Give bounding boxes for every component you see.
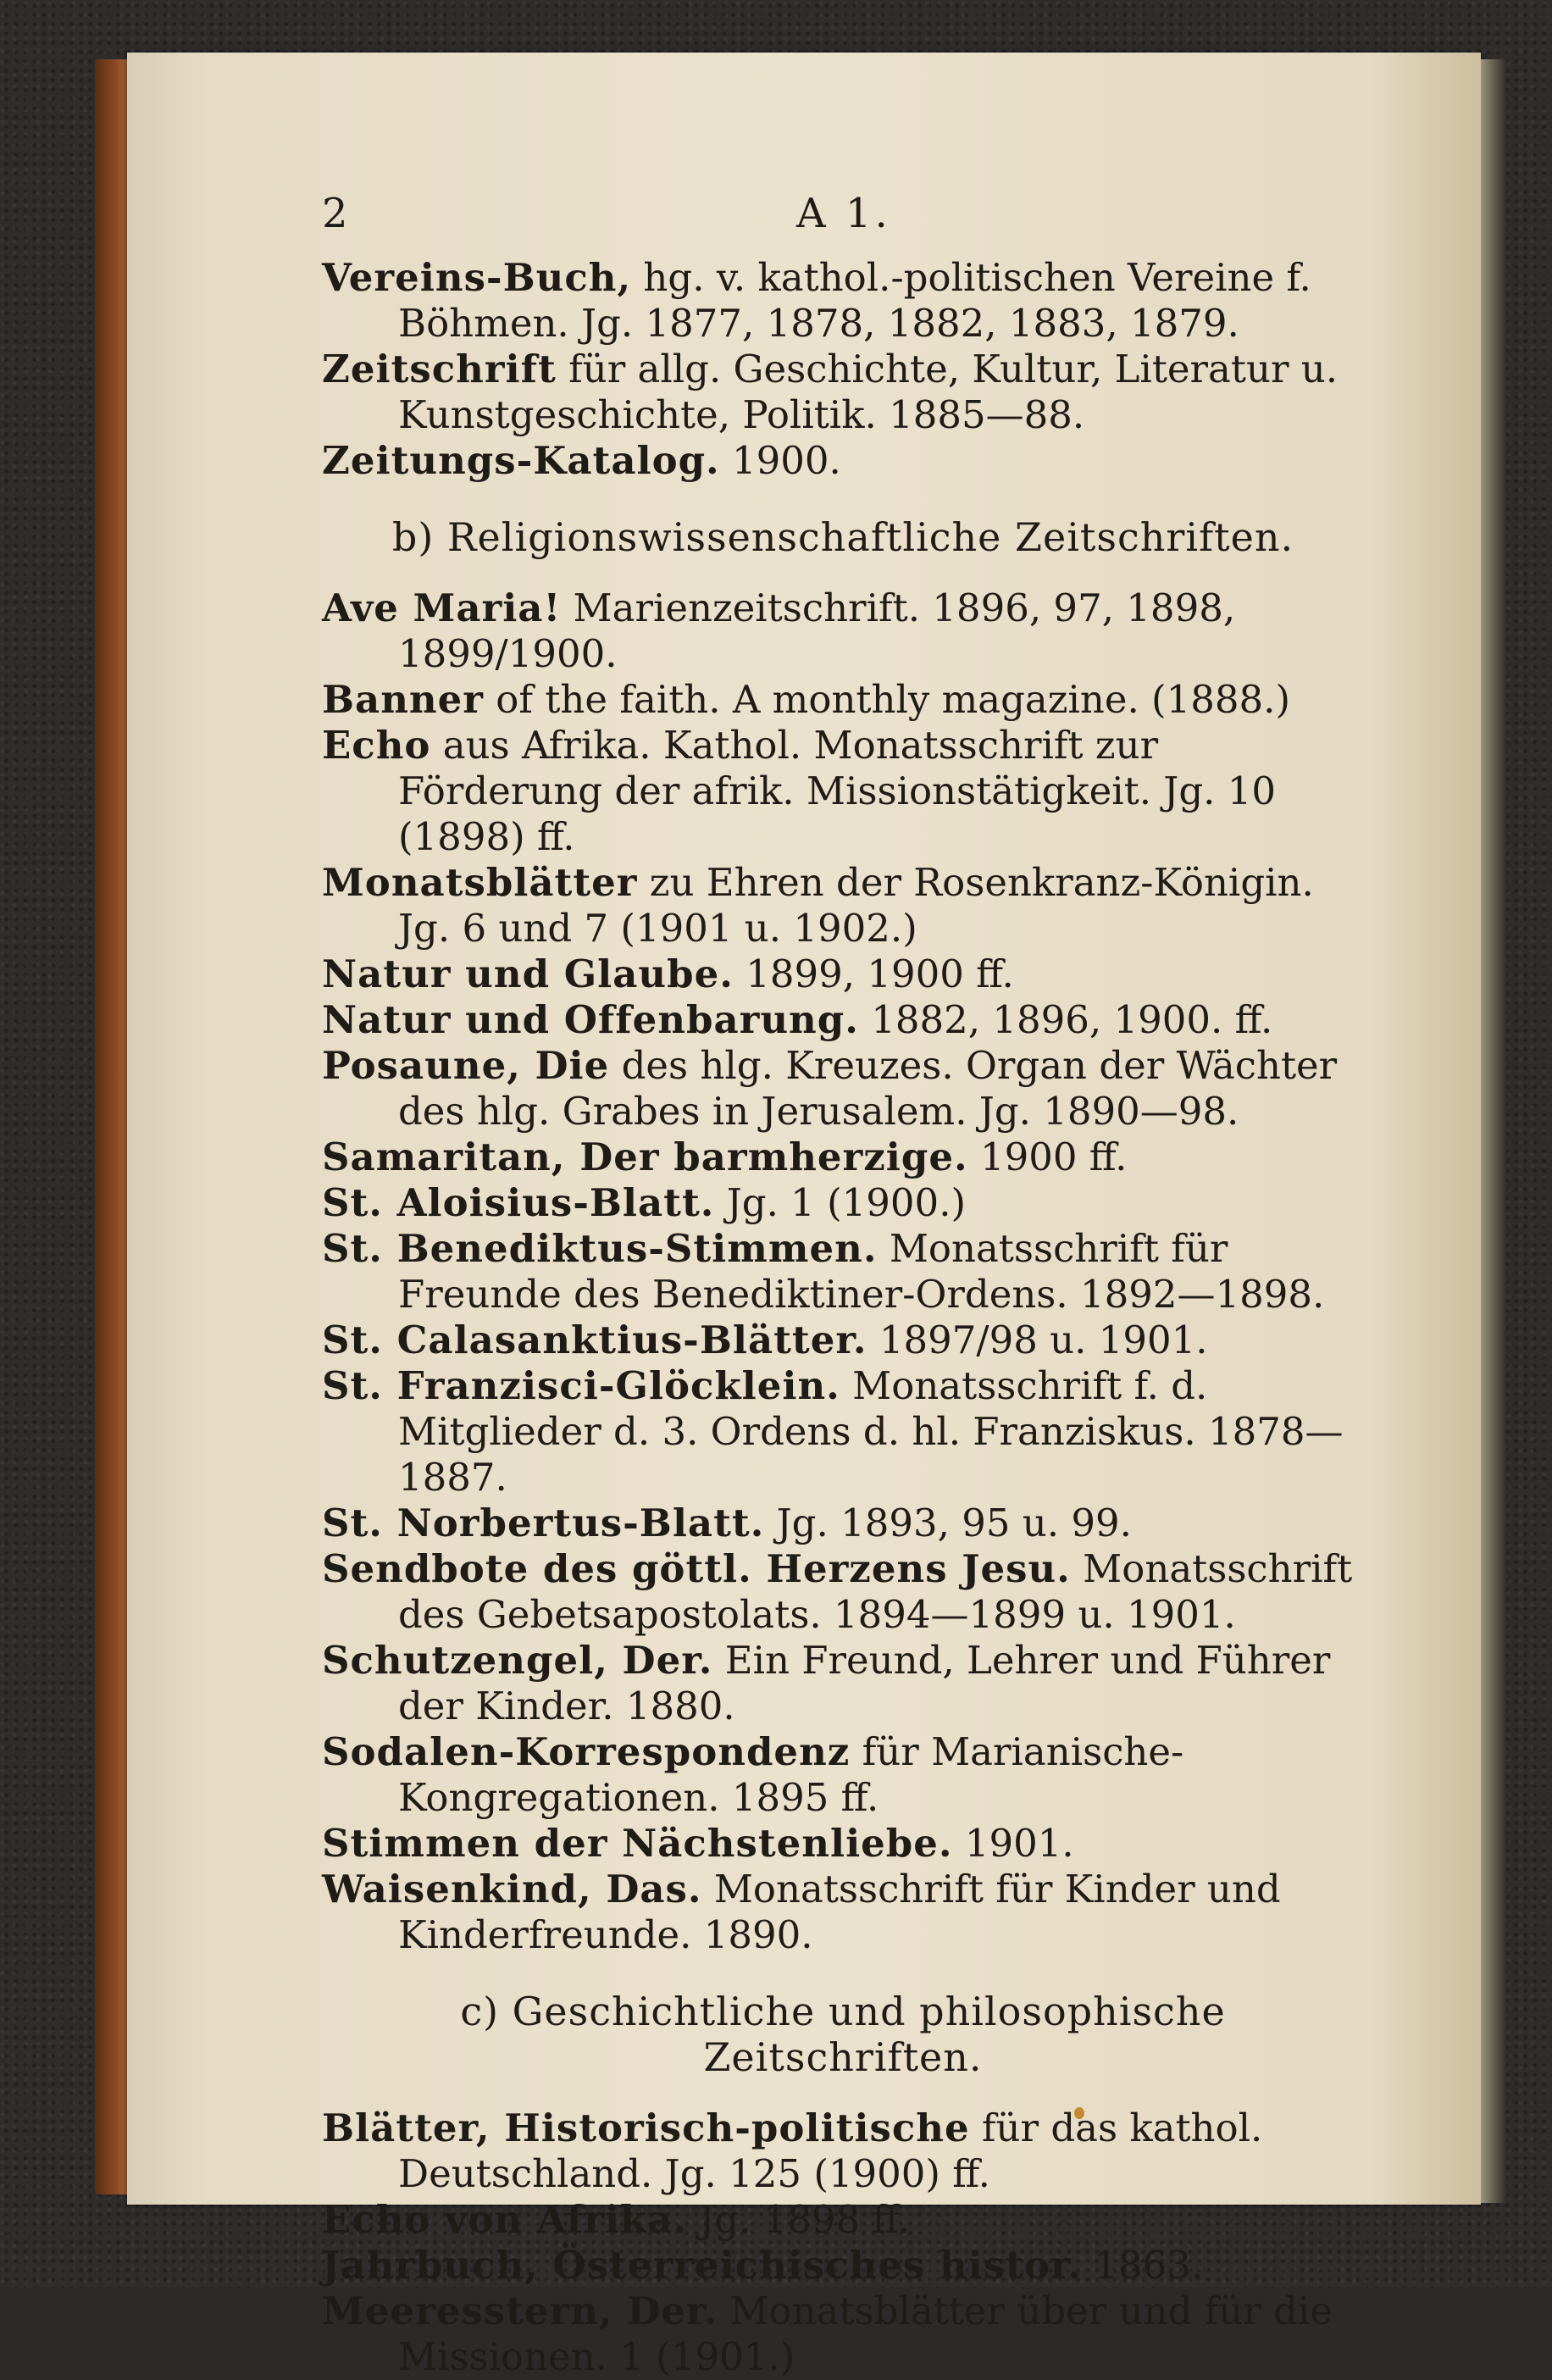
list-item <box>322 1729 1364 1821</box>
list-item <box>322 1226 1364 1318</box>
list-item <box>322 2243 1364 2288</box>
entry-title: Natur und Offenbarung. <box>322 997 859 1042</box>
entry-text: 1899, 1900 ff. <box>733 951 1014 996</box>
entry-text: Marienzeitschrift. 1896, 97, 1898, 1899/1900. <box>398 585 1236 676</box>
entry-text: 1882, 1896, 1900. ff. <box>858 997 1273 1042</box>
list-item <box>322 1363 1364 1501</box>
list-item <box>322 1180 1364 1226</box>
entry-text: Jg. 1893, 95 u. 99. <box>764 1501 1132 1545</box>
list-item <box>322 255 1364 347</box>
entry-title: Waisenkind, Das. <box>322 1867 702 1911</box>
entry-title: Banner <box>322 677 484 722</box>
entry-text: für das kathol. Deutschland. Jg. 125 (1900) ff. <box>398 2105 1263 2196</box>
entry-title: Samaritan, Der barmherzige. <box>322 1135 968 1179</box>
list-item <box>322 951 1364 997</box>
entry-text: Ein Freund, Lehrer und Führer der Kinder. 1880. <box>398 1638 1331 1728</box>
list-item <box>322 1318 1364 1363</box>
entry-list-c <box>322 2105 1364 2380</box>
entry-text: zu Ehren der Rosenkranz-Königin. Jg. 6 und 7 (1901 u. 1902.) <box>398 860 1314 951</box>
entry-title: Meeresstern, Der. <box>322 2288 718 2333</box>
entry-title: St. Aloisius-Blatt. <box>322 1180 715 1225</box>
entry-text: 1900. <box>719 438 841 483</box>
entry-text: 1900 ff. <box>967 1135 1128 1179</box>
list-item <box>322 2288 1364 2380</box>
page-header <box>322 191 1364 236</box>
section-label: A 1. <box>796 190 891 237</box>
entry-text: of the faith. A monthly magazine. (1888.) <box>483 677 1290 722</box>
list-item <box>322 585 1364 677</box>
entry-text: aus Afrika. Kathol. Monatsschrift zur Förderung der afrik. Missionstätigkeit. Jg. 10 (1898) ff. <box>398 723 1277 859</box>
heading-b: b) Religionswissenschaftliche Zeitschriften. <box>391 514 1294 560</box>
entry-title: Ave Maria! <box>322 585 562 630</box>
entry-title: Zeitungs-Katalog. <box>322 438 720 483</box>
entry-title: Stimmen der Nächstenliebe. <box>322 1821 953 1866</box>
entry-text: Monatsschrift des Gebetsapostolats. 1894—1899 u. 1901. <box>398 1546 1353 1637</box>
list-item <box>322 1043 1364 1135</box>
entry-list-b <box>322 585 1364 1958</box>
page-number: 2 <box>322 190 348 237</box>
entry-text: Jg. 1 (1900.) <box>714 1180 967 1225</box>
entry-title: St. Benediktus-Stimmen. <box>322 1226 878 1271</box>
entry-text: für allg. Geschichte, Kultur, Literatur u. Kunstgeschichte, Politik. 1885—88. <box>398 347 1339 437</box>
entry-title: Echo <box>322 723 431 768</box>
entry-text: für Marianische-Kongregationen. 1895 ff. <box>398 1729 1184 1820</box>
entry-text: 1863. <box>1082 2243 1204 2288</box>
page-content <box>322 191 1364 2380</box>
entry-title: Posaune, Die <box>322 1043 610 1088</box>
entry-text: hg. v. kathol.-politischen Vereine f. Böhmen. Jg. 1877, 1878, 1882, 1883, 1879. <box>398 255 1311 346</box>
list-item <box>322 1867 1364 1958</box>
entry-text: Monatsblätter über und für die Missionen. 1 (1901.) <box>398 2288 1333 2379</box>
entry-title: Echo von Afrika. <box>322 2197 687 2242</box>
entry-text: 1897/98 u. 1901. <box>867 1318 1208 1362</box>
list-item <box>322 677 1364 723</box>
list-item <box>322 347 1364 438</box>
list-item <box>322 1821 1364 1867</box>
list-item <box>322 1546 1364 1638</box>
list-item <box>322 723 1364 860</box>
entry-title: Sodalen-Korrespondenz <box>322 1729 851 1774</box>
entry-text: Monatsschrift für Kinder und Kinderfreunde. 1890. <box>398 1867 1281 1957</box>
entry-title: Monatsblätter <box>322 860 638 905</box>
page-edge <box>1481 59 1506 2203</box>
entry-title: Blätter, Historisch-politische <box>322 2105 970 2150</box>
entry-list-a <box>322 255 1364 484</box>
entry-text: des hlg. Kreuzes. Organ der Wächter des hlg. Grabes in Jerusalem. Jg. 1890—98. <box>398 1043 1338 1134</box>
entry-text: Jg. 1898 ff. <box>686 2197 911 2242</box>
list-item <box>322 997 1364 1043</box>
list-item <box>322 1135 1364 1180</box>
list-item <box>322 860 1364 951</box>
entry-title: Zeitschrift <box>322 347 557 391</box>
heading-c: c) Geschichtliche und philosophische Zeitschriften. <box>460 1989 1226 2080</box>
entry-title: Jahrbuch, Österreichisches histor. <box>322 2243 1083 2288</box>
entry-text: Monatsschrift f. d. Mitglieder d. 3. Ordens d. hl. Franziskus. 1878—1887. <box>398 1363 1344 1500</box>
entry-text: Monatsschrift für Freunde des Benediktiner-Ordens. 1892—1898. <box>398 1226 1325 1317</box>
entry-title: Vereins-Buch, <box>322 255 632 300</box>
list-item <box>322 1638 1364 1729</box>
entry-title: Sendbote des göttl. Herzens Jesu. <box>322 1546 1071 1591</box>
entry-title: Schutzengel, Der. <box>322 1638 713 1683</box>
list-item <box>322 438 1364 484</box>
entry-title: St. Franzisci-Glöcklein. <box>322 1363 840 1408</box>
entry-title: St. Calasanktius-Blätter. <box>322 1318 867 1362</box>
entry-title: Natur und Glaube. <box>322 951 734 996</box>
list-item <box>322 2105 1364 2197</box>
entry-title: St. Norbertus-Blatt. <box>322 1501 765 1545</box>
entry-text: 1901. <box>952 1821 1074 1866</box>
list-item <box>322 2197 1364 2243</box>
list-item <box>322 1501 1364 1546</box>
